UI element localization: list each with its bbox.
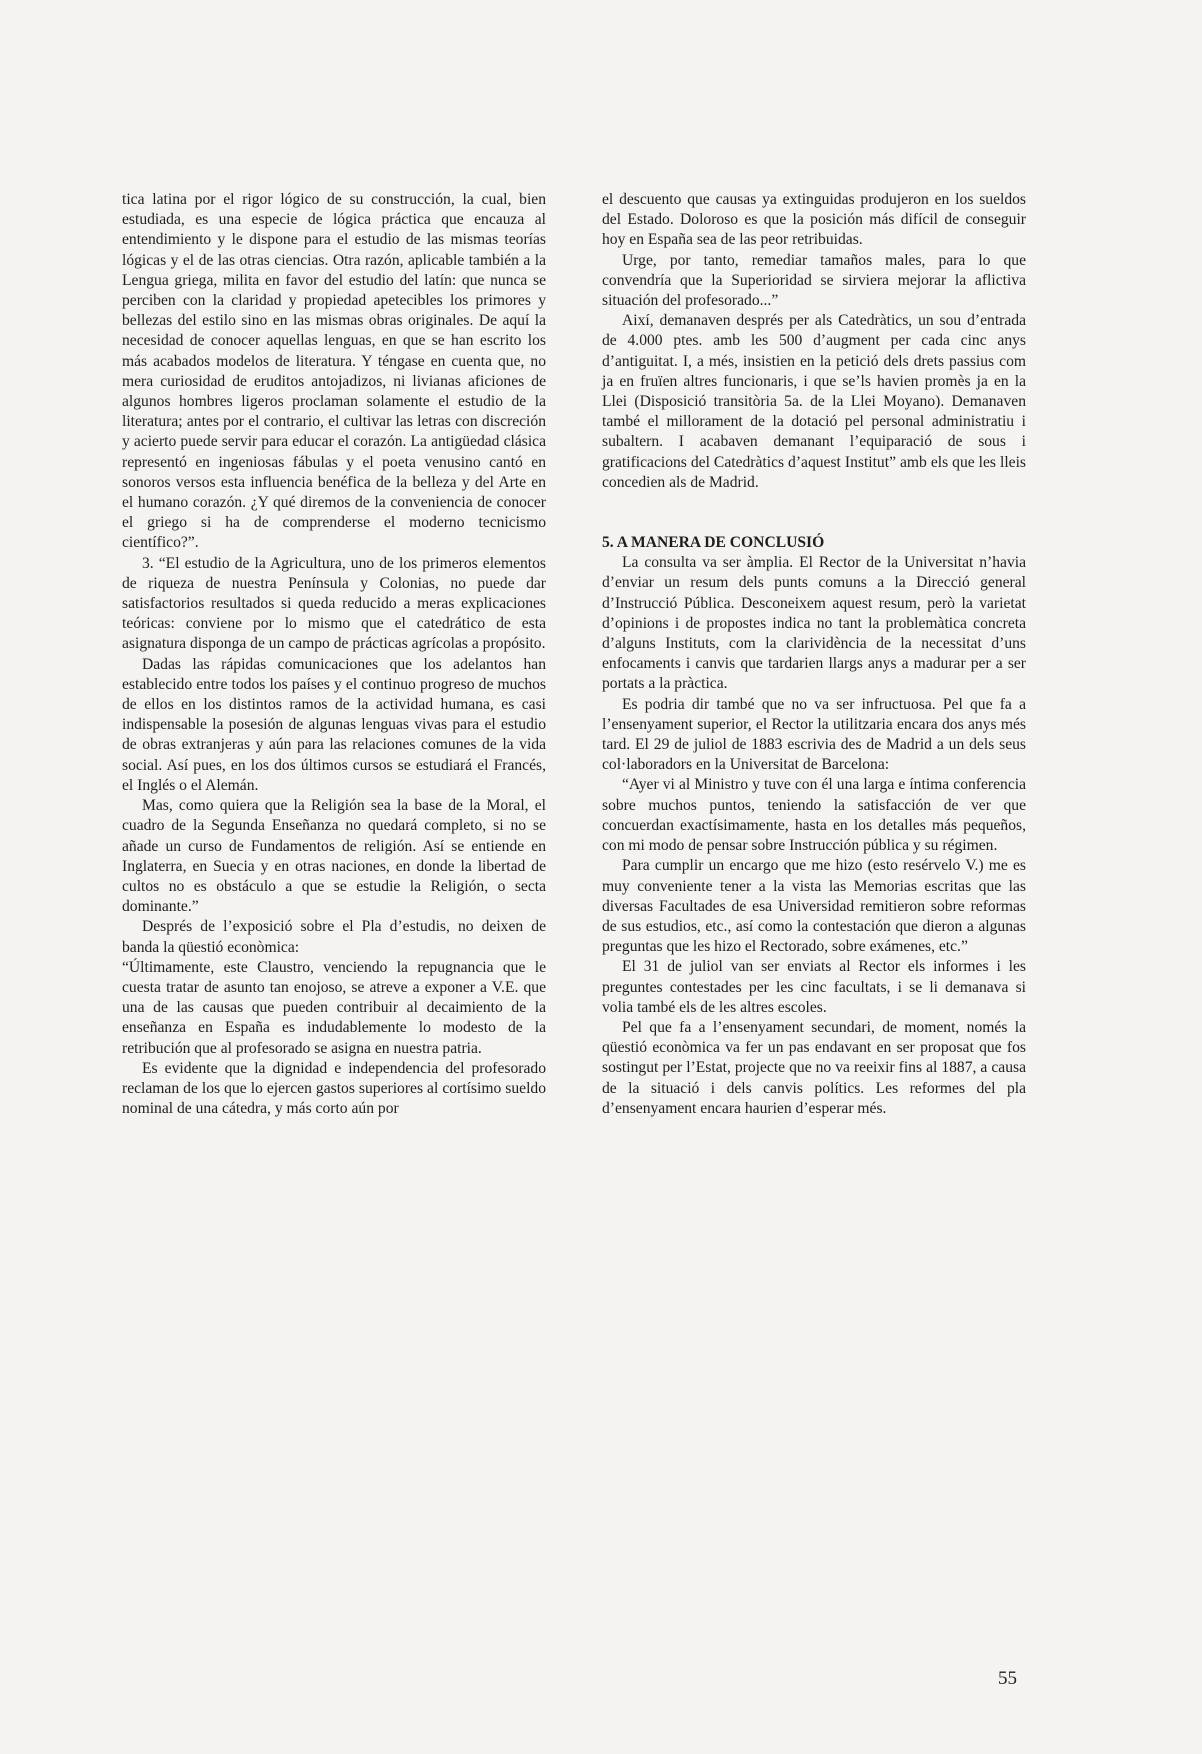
paragraph: Es evidente que la dignidad e independencia del profesorado reclaman de los que lo ejercen gastos superiores al cortísimo sueldo nominal de una cátedra, y más corto aún por	[122, 1059, 546, 1118]
page-number: 55	[998, 1668, 1017, 1689]
paragraph: el descuento que causas ya extinguidas produjeron en los sueldos del Estado. Doloroso es que la posición más difícil de conseguir hoy en España sea de las peor retribuidas.	[602, 191, 1026, 249]
paragraph: Així, demanaven després per als Catedràtics, un sou d’entrada de 4.000 ptes. amb les 500 d’augment per cada cinc anys d’antiguitat. I, a més, insistien en la petició dels drets passius com ja en fruïen altres funcionaris, i que se’ls havien promès ja en la Llei (Disposició transitòria 5a. de la Llei Moyano). Demanaven també el millorament de la dotació pel personal administratiu i subaltern. I acabaven demanant l’equiparació de sous i gratificacions del Catedràtics d’aquest Institut” amb els que les lleis concedien als de Madrid.	[602, 312, 1026, 491]
paragraph: “Últimamente, este Claustro, venciendo la repugnancia que le cuesta tratar de asunto tan enojoso, se atreve a exponer a V.E. que una de las causas que pueden contribuir al decaimiento de la enseñanza en España es indudablemente lo modesto de la retribución que al profesorado se asigna en nuestra patria.	[122, 958, 546, 1057]
paragraph: Pel que fa a l’ensenyament secundari, de moment, només la qüestió econòmica va fer un pas endavant en ser proposat que fos sostingut per l’Estat, projecte que no va reeixir fins al 1887, a causa de la situació i dels canvis polítics. Les reformes del pla d’ensenyament encara haurien d’esperar més.	[602, 1018, 1026, 1117]
paragraph: Urge, por tanto, remediar tamaños males, para lo que convendría que la Superioridad se sirviera mejorar la aflictiva situación del profesorado...”	[602, 251, 1026, 310]
paragraph: Mas, como quiera que la Religión sea la base de la Moral, el cuadro de la Segunda Enseñanza no quedará completo, si no se añade un curso de Fundamentos de religión. Así se entiende en Inglaterra, en Suecia y en otras naciones, en donde la libertad de cultos no es obstáculo a que se estudie la Religión, o secta dominante.”	[122, 797, 546, 916]
paragraph: Para cumplir un encargo que me hizo (esto resérvelo V.) me es muy conveniente tener a la vista las Memorias escritas que las diversas Facultades de esa Universidad remitieron sobre reformas de sus estudios, etc., así como la contestación que dieron a algunas preguntas que les hizo el Rectorado, sobre exámenes, etc.”	[602, 857, 1026, 956]
paragraph: tica latina por el rigor lógico de su construcción, la cual, bien estudiada, es una especie de lógica práctica que encauza al entendimiento y le dispone para el estudio de las mismas teorías lógicas y el de las otras ciencias. Otra razón, aplicable también a la Lengua griega, milita en favor del estudio del latín: que nunca se perciben con la claridad y propiedad apetecibles los primores y bellezas del estilo sino en las mismas obras originales. De aquí la necesidad de conocer aquellas lenguas, en que se han escrito los más acabados modelos de literatura. Y téngase en cuenta que, no mera curiosidad de eruditos antojadizos, ni livianas aficiones de algunos hombres ligeros proclaman solamente el estudio de la literatura; antes por el contrario, el cultivar las letras con discreción y acierto puede servir para educar el corazón. La antigüedad clásica representó en ingeniosas fábulas y el poeta venusino cantó en sonoros versos esta influencia benéfica de la belleza y del Arte en el humano corazón. ¿Y qué diremos de la conveniencia de conocer el griego si ha de comprenderse el moderno tecnicismo científico?”.	[122, 191, 546, 552]
left-column	[122, 190, 546, 1119]
paragraph: “Ayer vi al Ministro y tuve con él una larga e íntima conferencia sobre muchos puntos, teniendo la satisfacción de ver que concuerdan exactísimamente, hasta en los detalles más pequeños, con mi modo de pensar sobre Instrucción pública y su régimen.	[602, 776, 1026, 855]
paragraph: Es podria dir també que no va ser infructuosa. Pel que fa a l’ensenyament superior, el Rector la utilitzaria encara dos anys més tard. El 29 de juliol de 1883 escrivia des de Madrid a un dels seus col·laboradors en la Universitat de Barcelona:	[602, 695, 1026, 774]
right-column	[602, 190, 1026, 1119]
paragraph: La consulta va ser àmplia. El Rector de la Universitat n’havia d’enviar un resum dels punts comuns a la Direcció general d’Instrucció Pública. Desconeixem aquest resum, però la varietat d’opinions i de propostes indica no tant la problemàtica concreta d’alguns Instituts, com la clarividència de la necessitat d’uns enfocaments i canvis que tardarien llargs anys a madurar per a ser portats a la pràctica.	[602, 554, 1026, 693]
paragraph: El 31 de juliol van ser enviats al Rector els informes i les preguntes contestades per les cinc facultats, i se li demanava si volia també els de les altres escoles.	[602, 958, 1026, 1016]
section-heading: 5. A MANERA DE CONCLUSIÓ	[602, 534, 825, 552]
paragraph: 3. “El estudio de la Agricultura, uno de los primeros elementos de riqueza de nuestra Península y Colonias, no puede dar satisfactorios resultados si queda reducido a meras explicaciones teóricas: conviene por lo mismo que el catedrático de esta asignatura disponga de un campo de prácticas agrícolas a propósito.	[122, 554, 546, 653]
paragraph: Després de l’exposició sobre el Pla d’estudis, no deixen de banda la qüestió econòmica:	[122, 918, 546, 956]
paragraph: Dadas las rápidas comunicaciones que los adelantos han establecido entre todos los países y el continuo progreso de muchos de ellos en los distintos ramos de la actividad humana, es casi indispensable la posesión de algunas lenguas vivas para el estudio de obras extranjeras y aún para las relaciones comunes de la vida social. Así pues, en los dos últimos cursos se estudiará el Francés, el Inglés o el Alemán.	[122, 655, 546, 794]
